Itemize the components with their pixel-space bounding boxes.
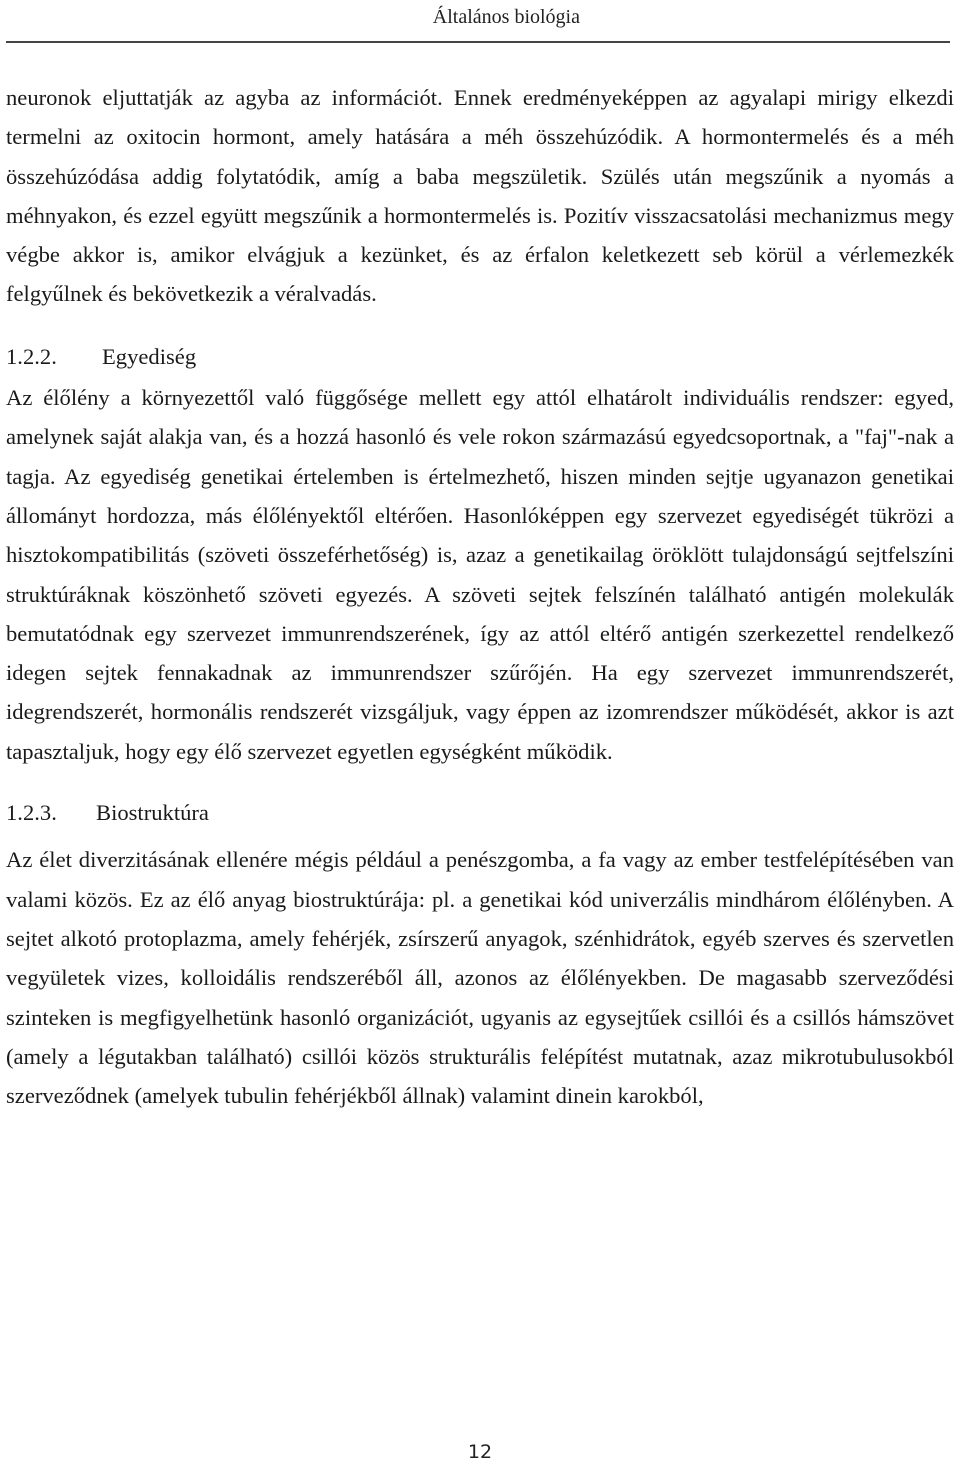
document-body	[6, 78, 954, 1115]
page-number: 12	[467, 1441, 493, 1463]
running-header: Általános biológia	[432, 6, 580, 28]
header-divider	[6, 41, 950, 43]
paragraph-intro: neuronok eljuttatják az agyba az információt. Ennek eredményeképpen az agyalapi mirigy elkezdi termelni az oxitocin hormont, amely hatására a méh összehúzódik. A hormontermelés és a méh összehúzódása addig folytatódik, amíg a baba megszületik. Szülés után megszűnik a nyomás a méhnyakon, és ezzel együtt megszűnik a hormontermelés is. Pozitív visszacsatolási mechanizmus megy végbe akkor is, amikor elvágjuk a kezünket, és az érfalon keletkezett seb körül a vérlemezkék felgyűlnek és bekövetkezik a véralvadás.	[6, 85, 954, 307]
paragraph-individuality: Az élőlény a környezettől való függősége mellett egy attól elhatárolt individuális rendszer: egyed, amelynek saját alakja van, és a hozzá hasonló és vele rokon származású egyedcsoportnak, a "faj"-nak a tagja. Az egyediség genetikai értelemben is értelmezhető, hiszen minden sejtje ugyanazon genetikai állományt hordozza, más élőlényektől eltérően. Hasonlóképpen egy szervezet egyediségét tükrözi a hisztokompatibilitás (szöveti összeférhetőség) is, azaz a genetikailag öröklött tulajdonságú sejtfelszíni struktúráknak köszönhető szöveti egyezés. A szöveti sejtek felszínén található antigén molekulák bemutatódnak egy szervezet immunrendszerének, így az attól eltérő antigén szerkezettel rendelkező idegen sejtek fennakadnak az immunrendszer szűrőjén. Ha egy szervezet immunrendszerét, idegrendszerét, hormonális rendszerét vizsgáljuk, vagy éppen az izomrendszer működését, akkor is azt tapasztaljuk, hogy egy élő szervezet egyetlen egységként működik.	[6, 385, 954, 764]
section-number: 1.2.3.	[6, 800, 57, 826]
section-heading-egyediseg	[6, 337, 954, 376]
paragraph-biostructure: Az élet diverzitásának ellenére mégis például a penészgomba, a fa vagy az ember testfelépítésében van valami közös. Ez az élő anyag biostruktúrája: pl. a genetikai kód univerzális mindhárom élőlényben. A sejtet alkotó protoplazma, amely fehérjék, zsírszerű anyagok, szénhidrátok, egyéb szerves és szervetlen vegyületek vizes, kolloidális rendszeréből áll, azonos az élőlényekben. De magasabb szerveződési szinteken is megfigyelhetünk hasonló organizációt, ugyanis az egysejtűek csillói és a csillós hámszövet (amely a légutakban található) csillói közös strukturális felépítést mutatnak, azaz mikrotubulusokból szerveződnek (amelyek tubulin fehérjékből állnak) valamint dinein karokból,	[6, 847, 954, 1109]
section-title: Egyediség	[102, 343, 197, 369]
section-title: Biostruktúra	[96, 800, 209, 826]
section-number: 1.2.2.	[6, 343, 57, 369]
section-heading-biostruktura	[6, 793, 954, 832]
